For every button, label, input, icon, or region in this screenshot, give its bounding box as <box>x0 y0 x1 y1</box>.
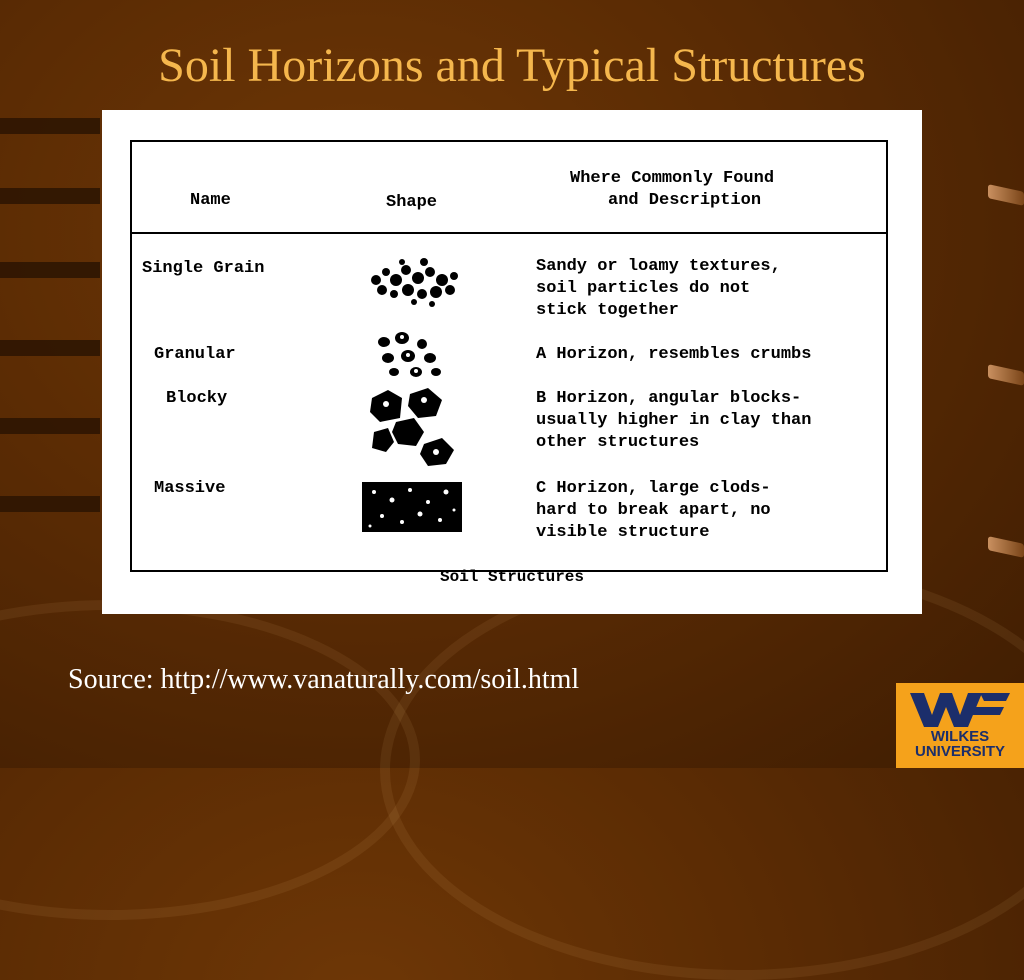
row-name-single-grain: Single Grain <box>142 259 265 278</box>
source-citation: Source: http://www.vanaturally.com/soil.html <box>68 664 580 695</box>
logo-line2: UNIVERSITY <box>914 743 1005 760</box>
figure-caption: Soil Structures <box>439 568 585 586</box>
row-name-massive: Massive <box>154 479 226 498</box>
granular-shape-image <box>372 328 452 380</box>
header-name: Name <box>190 191 231 210</box>
row-desc-blocky-line3: other structures <box>536 433 700 452</box>
soil-structures-figure <box>102 110 922 614</box>
row-desc-granular-line1: A Horizon, resembles crumbs <box>536 345 812 364</box>
w-logo-mark-icon <box>910 689 1010 729</box>
slide-title: Soil Horizons and Typical Structures <box>158 39 866 92</box>
row-desc-massive-line3: visible structure <box>536 523 710 542</box>
row-desc-blocky-line2: usually higher in clay than <box>536 411 812 430</box>
header-description-line1: Where Commonly Found <box>570 169 775 188</box>
row-desc-single-grain-line3: stick together <box>536 301 679 320</box>
row-desc-single-grain-line1: Sandy or loamy textures, <box>536 257 781 276</box>
header-description-line2: and Description <box>608 191 762 210</box>
logo-text <box>896 729 1024 759</box>
header-shape: Shape <box>386 193 438 212</box>
wilkes-university-logo <box>896 683 1024 768</box>
massive-shape-image <box>362 482 462 532</box>
row-desc-massive-line1: C Horizon, large clods- <box>536 479 771 498</box>
blocky-shape-image <box>366 386 458 470</box>
header-divider <box>132 232 886 234</box>
soil-structures-table <box>130 140 888 572</box>
row-desc-single-grain-line2: soil particles do not <box>536 279 751 298</box>
logo-line1: WILKES <box>930 728 990 745</box>
row-name-granular: Granular <box>154 345 236 364</box>
single-grain-shape-image <box>362 250 470 312</box>
row-desc-massive-line2: hard to break apart, no <box>536 501 771 520</box>
row-desc-blocky-line1: B Horizon, angular blocks- <box>536 389 802 408</box>
row-name-blocky: Blocky <box>166 389 228 408</box>
